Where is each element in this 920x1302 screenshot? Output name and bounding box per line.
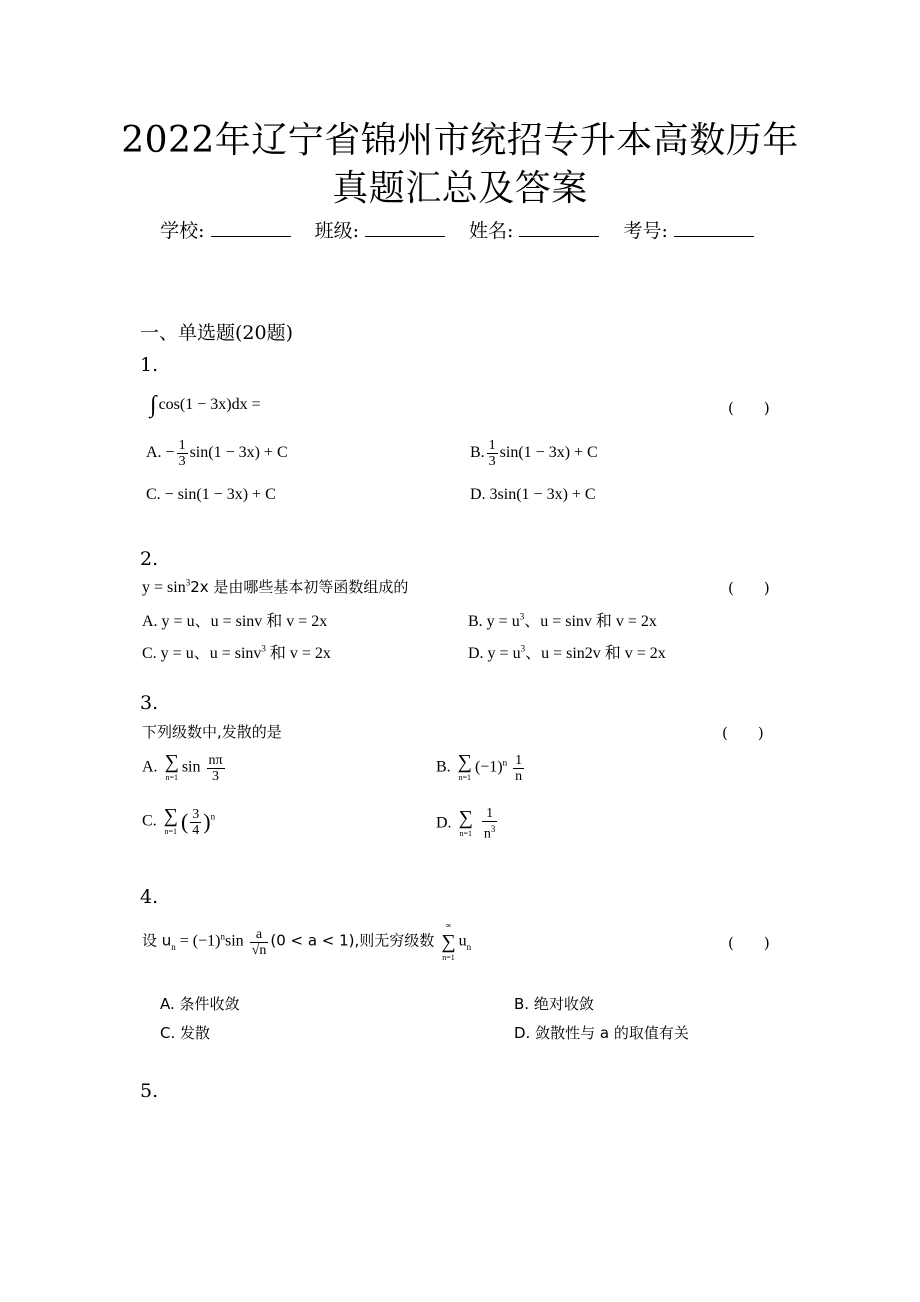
integral-icon: ∫ (150, 392, 157, 418)
q1-answer-paren: ( ) (728, 399, 770, 417)
q3-answer-paren: ( ) (722, 724, 764, 742)
q4-answer-paren: ( ) (728, 934, 770, 952)
q3-stem: 下列级数中,发散的是 (142, 723, 282, 741)
q1-option-c[interactable]: C. − sin(1 − 3x) + C (146, 486, 276, 503)
info-line (0, 216, 920, 243)
q2-option-d[interactable]: D. $y = u^3$、u = sin2v 和 v = 2x (468, 643, 666, 662)
section-heading: 一、单选题(20题) (140, 322, 294, 344)
q1-option-b[interactable]: B. $\frac{1}{3}$ sin(1 − 3x) + C (470, 438, 598, 469)
q2-stem: $y = \sin^32x$ 是由哪些基本初等函数组成的 (142, 577, 409, 596)
q1-option-d[interactable]: D. 3sin(1 − 3x) + C (470, 486, 596, 503)
q2-option-b[interactable]: B. $y = u^3$、u = sinv 和 v = 2x (468, 611, 657, 630)
q4-stem: 设 $u_n = (-1)^n\sin$ $\frac{a}{√n}$ (0 < a < 1),则无穷级数 ∞ ∑ n=1 $u_n$ (142, 921, 472, 962)
q1-stem: ∫ cos(1 − 3x)dx = (150, 392, 261, 418)
q1-number: 1. (140, 354, 159, 376)
q3-option-b[interactable]: B. ∑ n=1 $(-1)^n$ $\frac{1}{n}$ (436, 751, 523, 784)
page-title-line2: 真题汇总及答案 (332, 168, 588, 209)
q4-option-a[interactable]: A. 条件收敛 (160, 995, 240, 1013)
q2-option-c[interactable]: C. y = u、u = sinv$^3$ 和 v = 2x (142, 643, 331, 662)
q4-option-d[interactable]: D. 敛散性与 a 的取值有关 (514, 1024, 689, 1042)
page-title-line1: 2022年辽宁省锦州市统招专升本高数历年 (121, 120, 799, 161)
q3-option-d[interactable]: D. ∑ n=1 $\frac{1}{n^3}$ (436, 806, 496, 842)
q2-answer-paren: ( ) (728, 579, 770, 597)
name-field: 姓名: (469, 220, 605, 242)
school-field: 学校: (160, 220, 296, 242)
q4-number: 4. (140, 886, 159, 908)
q4-option-b[interactable]: B. 绝对收敛 (514, 995, 594, 1013)
exam-no-field: 考号: (623, 220, 759, 242)
q5-number: 5. (140, 1080, 159, 1102)
q3-option-c[interactable]: C. ∑ n=1 ( $\frac{3}{4}$ )$^n$ (142, 805, 216, 838)
q1-option-a[interactable]: A. − $\frac{1}{3}$ sin(1 − 3x) + C (146, 438, 288, 469)
q2-option-a[interactable]: A. y = u、u = sinv 和 v = 2x (142, 613, 328, 630)
q2-number: 2. (140, 548, 159, 570)
class-field: 班级: (315, 220, 451, 242)
q3-number: 3. (140, 692, 159, 714)
q4-option-c[interactable]: C. 发散 (160, 1024, 211, 1042)
q3-option-a[interactable]: A. ∑ n=1 sin $\frac{n\pi}{3}$ (142, 751, 223, 784)
